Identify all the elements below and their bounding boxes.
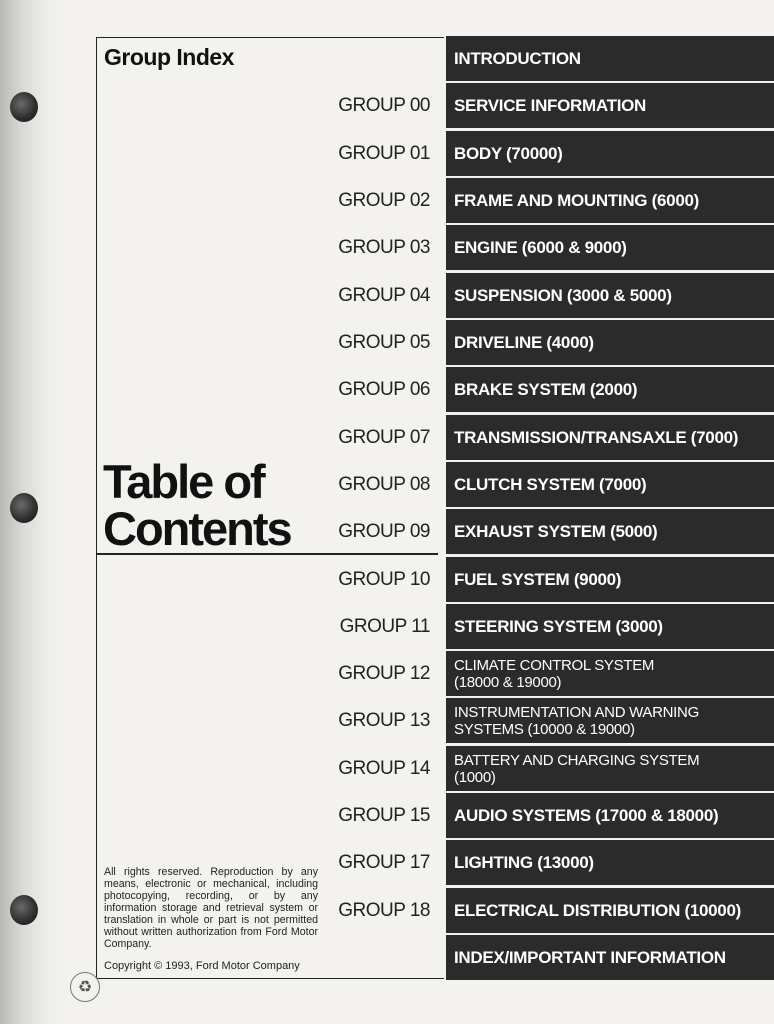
index-row-group-06[interactable] bbox=[300, 367, 774, 412]
index-row-group-02[interactable] bbox=[300, 178, 774, 223]
group-index-heading: Group Index bbox=[104, 44, 234, 70]
index-row-group-05[interactable] bbox=[300, 320, 774, 365]
index-row-group-07[interactable] bbox=[300, 415, 774, 460]
group-number: GROUP 00 bbox=[338, 94, 430, 116]
section-tab-line-2: SYSTEMS (10000 & 19000) bbox=[454, 720, 635, 738]
index-row-group-00[interactable] bbox=[300, 83, 774, 128]
index-row-group-11[interactable] bbox=[300, 604, 774, 649]
section-tab[interactable]: ENGINE (6000 & 9000) bbox=[446, 225, 774, 270]
section-tab-line-1: CLIMATE CONTROL SYSTEM bbox=[454, 656, 655, 674]
section-tab[interactable]: INDEX/IMPORTANT INFORMATION bbox=[446, 935, 774, 980]
index-row-group-13[interactable] bbox=[300, 698, 774, 743]
group-number: GROUP 11 bbox=[339, 615, 430, 637]
index-row-group-10[interactable] bbox=[300, 557, 774, 602]
table-of-contents-title bbox=[103, 455, 291, 555]
group-number: GROUP 07 bbox=[338, 426, 430, 448]
rights-notice: All rights reserved. Reproduction by any means, electronic or mechanical, including photocopying, recording, or by any information storage and retrieval system or translation in whole or part is not permitted without written authorization from Ford Motor Company. bbox=[104, 866, 318, 950]
section-tab[interactable]: TRANSMISSION/TRANSAXLE (7000) bbox=[446, 415, 774, 460]
group-number: GROUP 09 bbox=[338, 520, 430, 542]
section-tab[interactable] bbox=[446, 746, 774, 791]
binder-hole-bottom bbox=[10, 895, 38, 925]
binder-hole-top bbox=[10, 92, 38, 122]
group-number: GROUP 06 bbox=[338, 378, 430, 400]
group-number: GROUP 10 bbox=[338, 568, 430, 590]
binder-hole-middle bbox=[10, 493, 38, 523]
index-row-group-14[interactable] bbox=[300, 746, 774, 791]
section-tab[interactable]: FUEL SYSTEM (9000) bbox=[446, 557, 774, 602]
section-tab[interactable]: ELECTRICAL DISTRIBUTION (10000) bbox=[446, 888, 774, 933]
index-row-group-01[interactable] bbox=[300, 131, 774, 176]
section-tab[interactable]: LIGHTING (13000) bbox=[446, 840, 774, 885]
section-tab[interactable]: CLUTCH SYSTEM (7000) bbox=[446, 462, 774, 507]
index-row-group-08[interactable] bbox=[300, 462, 774, 507]
group-number: GROUP 08 bbox=[338, 473, 430, 495]
group-number: GROUP 14 bbox=[338, 757, 430, 779]
title-line-1: Table of bbox=[103, 455, 264, 508]
section-tab[interactable]: FRAME AND MOUNTING (6000) bbox=[446, 178, 774, 223]
section-tab[interactable]: INTRODUCTION bbox=[446, 36, 774, 81]
index-row-index-important[interactable] bbox=[300, 935, 774, 980]
section-tab[interactable]: BRAKE SYSTEM (2000) bbox=[446, 367, 774, 412]
section-tab[interactable] bbox=[446, 698, 774, 743]
section-tab[interactable]: SUSPENSION (3000 & 5000) bbox=[446, 273, 774, 318]
group-number: GROUP 12 bbox=[338, 662, 430, 684]
section-tab[interactable]: DRIVELINE (4000) bbox=[446, 320, 774, 365]
index-row-group-09[interactable] bbox=[300, 509, 774, 554]
recycle-icon: ♻ bbox=[70, 972, 100, 1002]
section-tab[interactable]: STEERING SYSTEM (3000) bbox=[446, 604, 774, 649]
index-row-group-17[interactable] bbox=[300, 840, 774, 885]
group-number: GROUP 15 bbox=[338, 804, 430, 826]
index-row-group-04[interactable] bbox=[300, 273, 774, 318]
section-tab[interactable]: EXHAUST SYSTEM (5000) bbox=[446, 509, 774, 554]
group-number: GROUP 13 bbox=[338, 709, 430, 731]
index-row-group-03[interactable] bbox=[300, 225, 774, 270]
group-number: GROUP 17 bbox=[338, 851, 430, 873]
group-number: GROUP 04 bbox=[338, 284, 430, 306]
section-tab[interactable]: BODY (70000) bbox=[446, 131, 774, 176]
section-tab[interactable]: SERVICE INFORMATION bbox=[446, 83, 774, 128]
section-tab-line-1: INSTRUMENTATION AND WARNING bbox=[454, 703, 699, 721]
copyright-line: Copyright © 1993, Ford Motor Company bbox=[104, 960, 300, 972]
section-tab-line-1: BATTERY AND CHARGING SYSTEM bbox=[454, 751, 700, 769]
section-tab[interactable] bbox=[446, 651, 774, 696]
section-tab[interactable]: AUDIO SYSTEMS (17000 & 18000) bbox=[446, 793, 774, 838]
index-row-group-12[interactable] bbox=[300, 651, 774, 696]
group-number: GROUP 18 bbox=[338, 899, 430, 921]
group-number: GROUP 05 bbox=[338, 331, 430, 353]
title-line-2: Contents bbox=[103, 502, 291, 555]
section-tab-line-2: (18000 & 19000) bbox=[454, 673, 562, 691]
group-number: GROUP 03 bbox=[338, 236, 430, 258]
group-number: GROUP 01 bbox=[338, 142, 430, 164]
index-row-introduction[interactable] bbox=[300, 36, 774, 81]
index-row-group-15[interactable] bbox=[300, 793, 774, 838]
index-row-group-18[interactable] bbox=[300, 888, 774, 933]
group-number: GROUP 02 bbox=[338, 189, 430, 211]
section-tab-line-2: (1000) bbox=[454, 768, 496, 786]
